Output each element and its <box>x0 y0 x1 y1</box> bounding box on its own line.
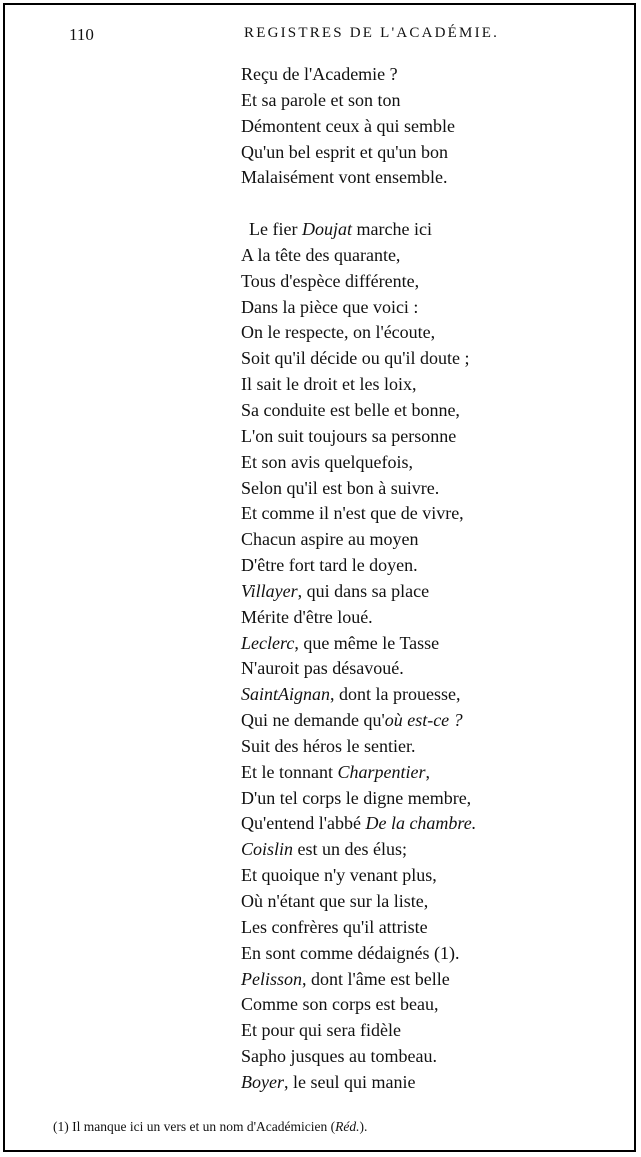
text-segment: Suit des héros le sentier. <box>241 735 416 756</box>
stanza-1 <box>241 62 476 191</box>
text-segment: , dont l'âme est belle <box>302 968 450 989</box>
italic-text: Charpentier <box>337 761 426 782</box>
verse-line <box>241 992 476 1018</box>
poem-text <box>241 62 476 1096</box>
text-segment: L'on suit toujours sa personne <box>241 425 457 446</box>
text-segment: Tous d'espèce différente, <box>241 270 420 291</box>
italic-text: De la chambre. <box>365 813 477 834</box>
verse-line <box>241 269 476 295</box>
verse-line <box>241 450 476 476</box>
verse-line <box>241 165 476 191</box>
verse-line <box>241 1070 476 1096</box>
verse-line <box>241 1044 476 1070</box>
text-segment: Et quoique n'y venant plus, <box>241 865 437 886</box>
text-segment: ). <box>359 1119 368 1134</box>
italic-text: où est-ce ? <box>384 710 463 731</box>
text-segment: est un des élus; <box>293 839 408 860</box>
verse-line <box>241 476 476 502</box>
text-segment: A la tête des quarante, <box>241 244 401 265</box>
verse-line <box>241 682 476 708</box>
text-segment: Dans la pièce que voici : <box>241 296 419 317</box>
verse-line <box>241 708 476 734</box>
stanza-gap <box>241 191 476 217</box>
text-segment: Et comme il n'est que de vivre, <box>241 503 464 524</box>
verse-line <box>241 88 476 114</box>
italic-text: Leclerc <box>241 632 295 653</box>
verse-line <box>241 295 476 321</box>
text-segment: Malaisément vont ensemble. <box>241 167 448 188</box>
verse-line <box>241 553 476 579</box>
verse-line <box>241 889 476 915</box>
text-segment: Et sa parole et son ton <box>241 89 401 110</box>
italic-text: Villayer <box>241 580 298 601</box>
verse-line <box>241 346 476 372</box>
text-segment: Le fier <box>249 219 302 240</box>
verse-line <box>241 941 476 967</box>
text-segment: , qui dans sa place <box>297 580 430 601</box>
verse-line <box>241 320 476 346</box>
italic-text: Boyer <box>241 1071 284 1092</box>
text-segment: , que même le Tasse <box>294 632 440 653</box>
text-segment: Les confrères qu'il attriste <box>241 916 428 937</box>
verse-line <box>241 786 476 812</box>
verse-line <box>241 372 476 398</box>
book-page <box>3 3 636 1152</box>
text-segment: Mérite d'être loué. <box>241 606 373 627</box>
verse-line <box>241 915 476 941</box>
verse-line <box>241 605 476 631</box>
text-segment: Chacun aspire au moyen <box>241 529 419 550</box>
text-segment: En sont comme dédaignés (1). <box>241 942 460 963</box>
page-header <box>5 25 634 49</box>
verse-line <box>241 243 476 269</box>
verse-line <box>241 579 476 605</box>
text-segment: Et le tonnant <box>241 761 338 782</box>
italic-text: Coislin <box>241 839 294 860</box>
verse-line <box>241 656 476 682</box>
text-segment: On le respecte, on l'écoute, <box>241 322 436 343</box>
verse-line <box>241 760 476 786</box>
footnote <box>53 1119 367 1135</box>
text-segment: Il sait le droit et les loix, <box>241 374 417 395</box>
text-segment: Qu'entend l'abbé <box>241 813 366 834</box>
verse-line <box>241 424 476 450</box>
text-segment: D'être fort tard le doyen. <box>241 555 418 576</box>
text-segment: , <box>425 761 430 782</box>
italic-text: Pelisson <box>241 968 302 989</box>
text-segment: Sapho jusques au tombeau. <box>241 1046 437 1067</box>
italic-text: Doujat <box>301 219 352 240</box>
verse-line <box>241 967 476 993</box>
text-segment: N'auroit pas désavoué. <box>241 658 404 679</box>
verse-line <box>241 837 476 863</box>
text-segment: Où n'étant que sur la liste, <box>241 891 429 911</box>
italic-text: SaintAignan <box>241 684 330 705</box>
page-number: 110 <box>69 25 94 44</box>
text-segment: Et pour qui sera fidèle <box>241 1020 401 1041</box>
text-segment: Sa conduite est belle et bonne, <box>241 399 460 420</box>
text-segment: , dont la prouesse, <box>330 684 461 705</box>
verse-line <box>241 398 476 424</box>
text-segment: Démontent ceux à qui semble <box>241 115 455 136</box>
text-segment: Qu'un bel esprit et qu'un bon <box>241 141 448 162</box>
text-segment: Qui ne demande qu' <box>241 710 385 731</box>
italic-text: Réd. <box>335 1119 360 1134</box>
verse-line <box>241 114 476 140</box>
text-segment: (1) Il manque ici un vers et un nom d'Académicien ( <box>53 1119 336 1134</box>
verse-line <box>241 140 476 166</box>
verse-line <box>241 62 476 88</box>
verse-line <box>241 527 476 553</box>
stanza-2 <box>241 217 476 1096</box>
text-segment: , le seul qui manie <box>283 1071 416 1092</box>
text-segment: D'un tel corps le digne membre, <box>241 787 472 808</box>
text-segment: marche ici <box>351 219 432 240</box>
text-segment: Et son avis quelquefois, <box>241 451 413 472</box>
verse-line <box>241 734 476 760</box>
text-segment: Soit qu'il décide ou qu'il doute ; <box>241 348 470 369</box>
verse-line <box>241 863 476 889</box>
verse-line <box>241 811 476 837</box>
text-segment: Selon qu'il est bon à suivre. <box>241 477 440 498</box>
verse-line <box>241 1018 476 1044</box>
text-segment: Reçu de l'Academie ? <box>241 64 398 84</box>
verse-line <box>241 501 476 527</box>
text-segment: Comme son corps est beau, <box>241 994 439 1015</box>
running-title: REGISTRES DE L'ACADÉMIE. <box>244 25 500 41</box>
verse-line <box>241 217 476 243</box>
verse-line <box>241 631 476 657</box>
